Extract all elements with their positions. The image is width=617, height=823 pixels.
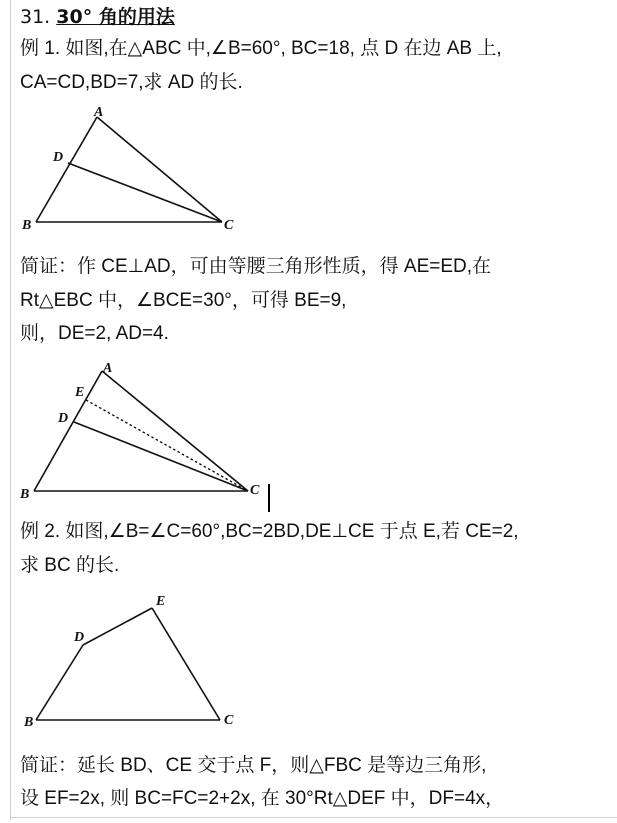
fig2-label-B: B	[20, 487, 30, 502]
proof1-line2: Rt△EBC 中，∠BCE=30°，可得 BE=9,	[20, 290, 347, 311]
heading-number: 31.	[20, 6, 51, 28]
fig1-label-A: A	[94, 105, 104, 120]
proof1-line3: 则，DE=2, AD=4.	[20, 323, 169, 344]
example1-line2: CA=CD,BD=7,求 AD 的长.	[20, 72, 243, 93]
fig3-label-B: B	[24, 715, 34, 730]
example2-line2: 求 BC 的长.	[20, 555, 120, 576]
fig3-seg-EC	[152, 608, 220, 720]
example2-line1: 例 2. 如图,∠B=∠C=60°,BC=2BD,DE⊥CE 于点 E,若 CE=2,	[20, 521, 519, 542]
proof2-line1: 简证：延长 BD、CE 交于点 F，则△FBC 是等边三角形,	[20, 755, 487, 776]
fig2-label-D: D	[58, 411, 69, 426]
fig2-label-A: A	[103, 361, 113, 376]
fig3-seg-DE	[83, 608, 152, 645]
fig3-seg-BD	[36, 645, 83, 720]
heading-title: 30° 角的用法	[56, 6, 175, 28]
proof2-line2: 设 EF=2x, 则 BC=FC=2+2x, 在 30°Rt△DEF 中，DF=4x，	[20, 788, 505, 809]
fig1-label-B: B	[22, 218, 32, 233]
proof1-line1: 简证：作 CE⊥AD，可由等腰三角形性质，得 AE=ED,在	[20, 256, 492, 277]
fig3-label-D: D	[74, 630, 85, 645]
fig1-label-D: D	[53, 150, 64, 165]
example1-line1: 例 1. 如图,在△ABC 中,∠B=60°, BC=18, 点 D 在边 AB 上,	[20, 38, 502, 59]
fig2-label-C: C	[250, 483, 260, 498]
fig2-label-E: E	[75, 385, 85, 400]
fig3-label-E: E	[156, 594, 166, 609]
fig1-label-C: C	[224, 218, 234, 233]
fig3-label-C: C	[224, 713, 234, 728]
